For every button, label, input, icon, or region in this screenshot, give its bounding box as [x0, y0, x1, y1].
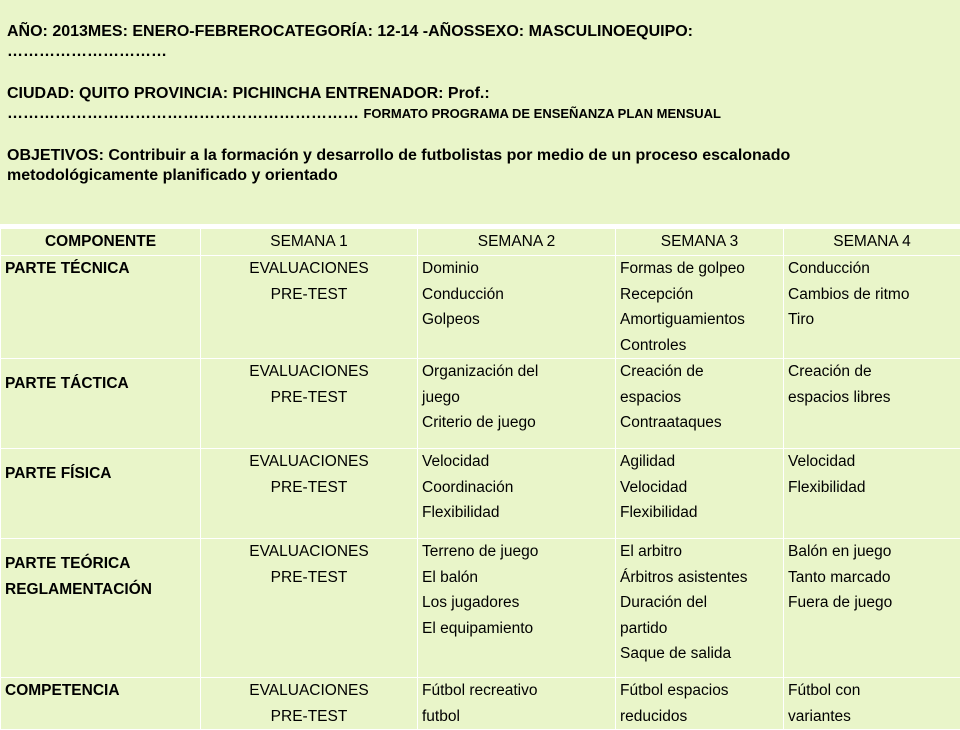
table-header-row	[1, 229, 960, 256]
cell-text-line: espacios libres	[788, 385, 956, 411]
component-cell	[1, 678, 201, 730]
cell-text-line: Duración del	[620, 590, 779, 616]
cell-text-line: Fútbol espacios	[620, 678, 779, 704]
header-team-dots: …………………………	[7, 42, 960, 62]
semana-2-cell	[418, 359, 616, 449]
cell-text-line: reducidos	[620, 704, 779, 730]
cell-text-line: espacios	[620, 385, 779, 411]
semana-3-cell	[616, 256, 784, 359]
table-row	[1, 359, 960, 449]
cell-text-line: Dominio	[422, 256, 611, 282]
cell-text-line: PRE-TEST	[205, 475, 413, 501]
semana-4-cell	[784, 539, 960, 678]
cell-text-line: El equipamiento	[422, 616, 611, 642]
cell-text-line: PARTE TÉCNICA	[5, 256, 196, 282]
cell-text-line: Contraataques	[620, 410, 779, 436]
cell-text-line: Tanto marcado	[788, 565, 956, 591]
header-general-info: AÑO: 2013MES: ENERO-FEBREROCATEGORÍA: 12-14 -AÑOSSEXO: MASCULINOEQUIPO:	[7, 22, 960, 42]
cell-text-line: Fútbol recreativo	[422, 678, 611, 704]
cell-text-line: PRE-TEST	[205, 704, 413, 730]
cell-text-line: Conducción	[422, 282, 611, 308]
cell-text-line: PARTE TÁCTICA	[5, 371, 196, 397]
cell-text-line: EVALUACIONES	[205, 256, 413, 282]
header-trainer-dots: …………………………………………………………	[7, 105, 363, 122]
cell-text-line: PRE-TEST	[205, 565, 413, 591]
cell-text-line: REGLAMENTACIÓN	[5, 577, 196, 603]
cell-text-line: El arbitro	[620, 539, 779, 565]
cell-text-line: Formas de golpeo	[620, 256, 779, 282]
header-format-line	[7, 104, 960, 124]
cell-text-line: COMPETENCIA	[5, 678, 196, 704]
semana-3-cell	[616, 539, 784, 678]
objectives-line-1: OBJETIVOS: Contribuir a la formación y desarrollo de futbolistas por medio de un proceso escalonado	[7, 146, 960, 166]
semana-1-cell	[201, 359, 418, 449]
document-title: FORMATO PROGRAMA DE ENSEÑANZA PLAN MENSUAL	[363, 106, 721, 121]
cell-text-line: Balón en juego	[788, 539, 956, 565]
semana-4-cell	[784, 256, 960, 359]
semana-2-cell	[418, 256, 616, 359]
cell-text-line: EVALUACIONES	[205, 678, 413, 704]
semana-2-cell	[418, 678, 616, 730]
cell-text-line: PARTE FÍSICA	[5, 461, 196, 487]
semana-1-cell	[201, 678, 418, 730]
cell-text-line: Flexibilidad	[788, 475, 956, 501]
semana-2-cell	[418, 449, 616, 539]
cell-text-line: Recepción	[620, 282, 779, 308]
monthly-plan-table	[0, 228, 960, 730]
table-row	[1, 539, 960, 678]
column-header-semana-4: SEMANA 4	[784, 229, 960, 256]
semana-4-cell	[784, 449, 960, 539]
component-cell	[1, 359, 201, 449]
cell-text-line: Fútbol con	[788, 678, 956, 704]
cell-text-line: Controles	[620, 333, 779, 359]
semana-4-cell	[784, 359, 960, 449]
cell-text-line: Amortiguamientos	[620, 307, 779, 333]
cell-text-line: PRE-TEST	[205, 385, 413, 411]
cell-text-line: Organización del	[422, 359, 611, 385]
cell-text-line: PARTE TEÓRICA	[5, 551, 196, 577]
semana-3-cell	[616, 359, 784, 449]
cell-text-line: Saque de salida	[620, 641, 779, 667]
cell-text-line: Conducción	[788, 256, 956, 282]
cell-text-line: futbol	[422, 704, 611, 730]
cell-text-line: Golpeos	[422, 307, 611, 333]
column-header-semana-2: SEMANA 2	[418, 229, 616, 256]
semana-1-cell	[201, 449, 418, 539]
cell-text-line: Tiro	[788, 307, 956, 333]
cell-text-line: EVALUACIONES	[205, 539, 413, 565]
cell-text-line: PRE-TEST	[205, 282, 413, 308]
cell-text-line: Árbitros asistentes	[620, 565, 779, 591]
column-header-semana-1: SEMANA 1	[201, 229, 418, 256]
component-cell	[1, 256, 201, 359]
cell-text-line: Coordinación	[422, 475, 611, 501]
cell-text-line: Velocidad	[422, 449, 611, 475]
cell-text-line: Velocidad	[620, 475, 779, 501]
cell-text-line: Creación de	[788, 359, 956, 385]
semana-1-cell	[201, 256, 418, 359]
cell-text-line: partido	[620, 616, 779, 642]
cell-text-line: Fuera de juego	[788, 590, 956, 616]
header-location-info: CIUDAD: QUITO PROVINCIA: PICHINCHA ENTRENADOR: Prof.:	[7, 84, 960, 104]
cell-text-line: Flexibilidad	[422, 500, 611, 526]
cell-text-line: Terreno de juego	[422, 539, 611, 565]
cell-text-line: EVALUACIONES	[205, 449, 413, 475]
cell-text-line: Cambios de ritmo	[788, 282, 956, 308]
cell-text-line: Velocidad	[788, 449, 956, 475]
cell-text-line: variantes	[788, 704, 956, 730]
column-header-semana-3: SEMANA 3	[616, 229, 784, 256]
cell-text-line: juego	[422, 385, 611, 411]
cell-text-line: Criterio de juego	[422, 410, 611, 436]
semana-1-cell	[201, 539, 418, 678]
cell-text-line: Agilidad	[620, 449, 779, 475]
objectives-line-2: metodológicamente planificado y orientado	[7, 166, 960, 186]
cell-text-line: EVALUACIONES	[205, 359, 413, 385]
cell-text-line: Flexibilidad	[620, 500, 779, 526]
semana-2-cell	[418, 539, 616, 678]
cell-text-line: Los jugadores	[422, 590, 611, 616]
table-row	[1, 256, 960, 359]
column-header-componente: COMPONENTE	[1, 229, 201, 256]
component-cell	[1, 539, 201, 678]
table-row	[1, 449, 960, 539]
semana-3-cell	[616, 678, 784, 730]
cell-text-line: Creación de	[620, 359, 779, 385]
cell-text-line: El balón	[422, 565, 611, 591]
table-row	[1, 678, 960, 730]
semana-4-cell	[784, 678, 960, 730]
semana-3-cell	[616, 449, 784, 539]
component-cell	[1, 449, 201, 539]
plan-header	[0, 0, 960, 224]
